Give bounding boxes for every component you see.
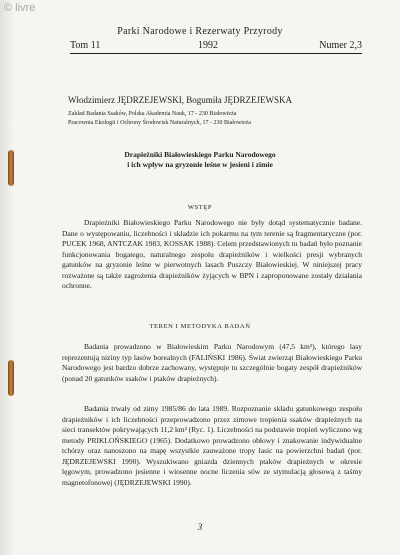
methods-heading: TEREN I METODYKA BADAŃ: [149, 323, 251, 330]
article-title-line-1: Drapieżniki Białowieskiego Parku Narodowego: [124, 150, 276, 159]
year-label: 1992: [198, 40, 218, 51]
journal-meta: [70, 40, 362, 52]
journal-title: Parki Narodowe i Rezerwaty Przyrody: [117, 26, 283, 37]
affiliation-2: Pracownia Ekologii i Ochrony Środowisk Naturalnych, 17 - 230 Białowieża: [68, 120, 251, 126]
methods-paragraph-2: [62, 404, 362, 488]
staple-bottom: [8, 360, 14, 396]
intro-text: Drapieżniki Białowieskiego Parku Narodowego nie były dotąd systematycznie badane. Dane o występowaniu, liczebności i składzie ich pokarmu na tym terenie są fragmentaryczne (por. PUCEK 1968, ANTCZAK 1983, KOSSAK 1988). Celem przedstawionych tu badań było poznanie funkcjonowania bogatego, naturalnego zespołu drapieżników i wielkości presji wybranych gatunków na gryzonie leśne w pierwotnych lasach Puszczy Białowieskiej. W niniejszej pracy rozważone są także zagrożenia drapieżników żyjących w BPN i zaproponowane zostały działania ochronne.: [62, 218, 362, 290]
methods-paragraph-1: [62, 342, 362, 384]
header-rule: [70, 53, 362, 54]
page-number: 3: [197, 522, 203, 532]
authors: Włodzimierz JĘDRZEJEWSKI, Bogumiła JĘDRZEJEWSKA: [68, 95, 292, 105]
methods-text-1: Badania prowadzono w Białowieskim Parku Narodowym (47,5 km²), którego lasy reprezentują niziny typ lasów borealnych (FALIŃSKI 1986). Świat zwierząt Białowieskiego Parku Narodowego jest bardzo dobrze zachowany, występuje tu szczególnie bogaty zespół drapieżników (ponad 20 gatunków ssaków i ptaków drapieżnych).: [62, 342, 362, 383]
article-title-line-2: i ich wpływ na gryzonie leśne w jesieni i zimie: [127, 160, 273, 169]
watermark: © livre: [4, 2, 36, 14]
intro-paragraph: [62, 218, 362, 292]
intro-heading: WSTĘP: [187, 204, 213, 211]
methods-text-2: Badania trwały od zimy 1985/86 do lata 1989. Rozpoznanie składu gatunkowego zespołu drapieżników i ich liczebności przeprowadzono przez zimowe tropienia ssaków drapieżnych na sieci transektów pokrywających 11,2 km² (Ryc. 1). Liczebności na podstawie tropień wyliczono wg metody PRIKLOŃSKIEGO (1965). Dodatkowo prowadzono obłowy i znakowanie indywidualne tchórzy oraz nanoszono na mapę wszystkie zauważone tropy łasic na powierzchni badań (por. JĘDRZEJEWSKI 1990). Wyszukiwano gniazda dziennych ptaków drapieżnych w okresie lęgowym, prowadzono jesienne i wiosenne nocne liczenia sów ze stymulacją głosową z taśmy magnetofonowej (JĘDRZEJEWSKI 1990).: [62, 404, 362, 487]
affiliation-1: Zakład Badania Ssaków, Polska Akademia Nauk, 17 - 230 Białowieża: [68, 111, 237, 117]
page-spine: [0, 0, 14, 555]
volume-label: Tom 11: [70, 40, 101, 51]
number-label: Numer 2,3: [319, 40, 362, 51]
